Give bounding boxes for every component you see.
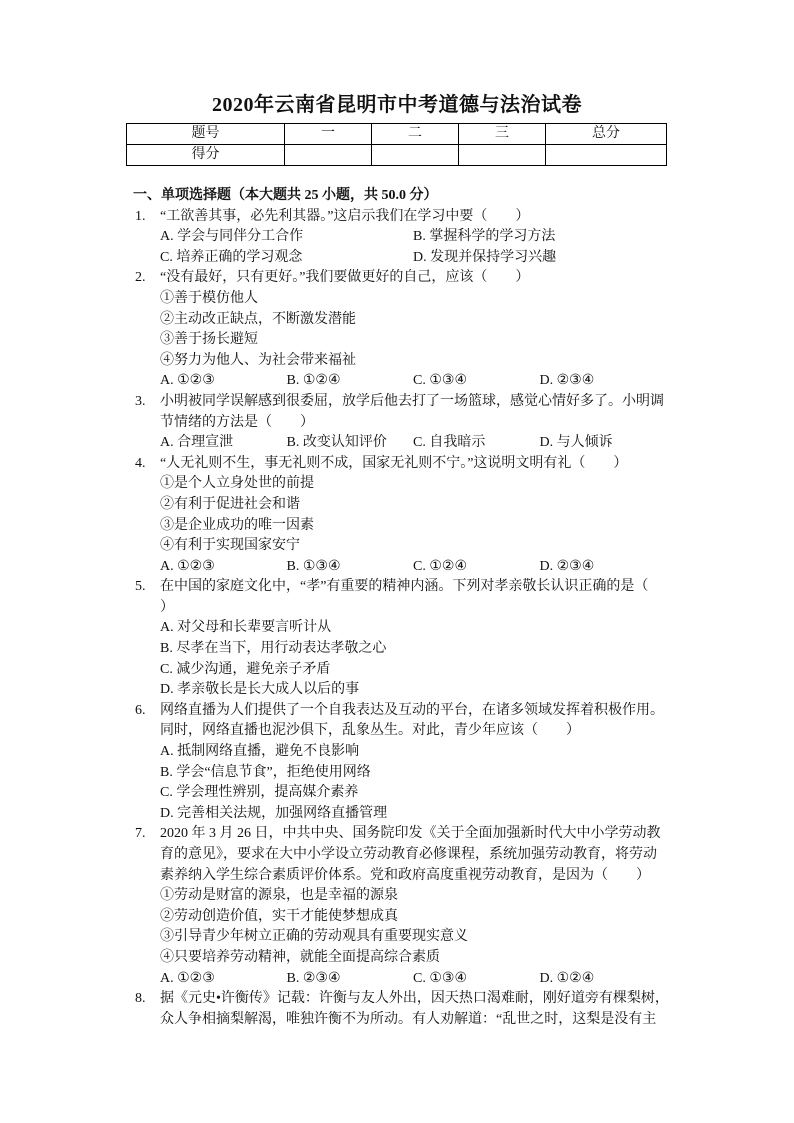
answer-option: C. 培养正确的学习观念 xyxy=(160,249,303,265)
answer-option: D. 孝亲敬长是长大成人以后的事 xyxy=(160,682,360,698)
row-label-score: 得分 xyxy=(127,145,285,166)
question-number: 2. xyxy=(135,270,146,286)
question-stem-text: 在中国的家庭文化中，“孝”有重要的精神内涵。下列对孝亲敬长认识正确的是（ xyxy=(160,579,649,595)
question-stem-line xyxy=(133,413,673,434)
question-number: 4. xyxy=(135,455,146,471)
question-item xyxy=(133,207,673,269)
answer-option: A. 对父母和长辈要言听计从 xyxy=(160,620,332,636)
statement-item: ②主动改正缺点，不断激发潜能 xyxy=(160,311,356,327)
question-stem-text: “没有最好，只有更好。”我们要做更好的自己，应该（ ） xyxy=(160,270,530,286)
question-number: 5. xyxy=(135,579,146,595)
answer-option: D. ②③④ xyxy=(539,373,595,389)
question-stem-line xyxy=(133,824,673,845)
question-item xyxy=(133,454,673,578)
answer-option: A. 抵制网络直播，避免不良影响 xyxy=(160,744,360,760)
answer-option: A. 合理宣泄 xyxy=(160,435,234,451)
question-number: 1. xyxy=(135,208,146,224)
statement-item: ③引导青少年树立正确的劳动观具有重要现实意义 xyxy=(160,929,468,945)
question-item xyxy=(133,989,673,1030)
answer-options-row xyxy=(133,227,673,248)
answer-option: D. ②③④ xyxy=(539,558,595,574)
score-cell-part-3 xyxy=(459,145,546,166)
answer-option: C. ①②④ xyxy=(413,558,467,574)
question-item xyxy=(133,268,673,392)
question-stem-line xyxy=(133,598,673,619)
question-stem-text: “工欲善其事，必先利其器。”这启示我们在学习中要（ ） xyxy=(160,208,530,224)
answer-option: B. ①②④ xyxy=(286,373,341,389)
answer-option: D. ①②④ xyxy=(539,970,595,986)
answer-options-row xyxy=(133,433,673,454)
question-stem-line xyxy=(133,268,673,289)
answer-options-row xyxy=(133,248,673,269)
answer-option: D. 发现并保持学习兴趣 xyxy=(413,249,557,265)
answer-option: B. ①③④ xyxy=(286,558,341,574)
statement-item: ④只要培养劳动精神，就能全面提高综合素质 xyxy=(160,949,440,965)
question-stem-line xyxy=(133,392,673,413)
answer-option: C. ①③④ xyxy=(413,373,467,389)
answer-options-row xyxy=(133,371,673,392)
score-cell-part-1 xyxy=(285,145,372,166)
answer-option: B. ②③④ xyxy=(286,970,341,986)
question-stem-text: 网络直播为人们提供了一个自我表达及互动的平台，在诸多领域发挥着积极作用。 xyxy=(160,702,664,718)
section-heading: 一、单项选择题（本大题共 25 小题，共 50.0 分） xyxy=(133,188,438,203)
answer-option: B. 改变认知评价 xyxy=(286,435,387,451)
exam-body xyxy=(133,186,673,1030)
header-cell-part-2: 二 xyxy=(372,124,459,145)
score-table xyxy=(126,123,667,166)
statement-item: ③是企业成功的唯一因素 xyxy=(160,517,314,533)
question-item xyxy=(133,824,673,989)
header-cell-question-number: 题号 xyxy=(127,124,285,145)
score-table-header-row xyxy=(127,124,667,145)
question-number: 7. xyxy=(135,826,146,842)
question-stem-line xyxy=(133,866,673,887)
answer-option: C. 学会理性辨别，提高媒介素养 xyxy=(160,785,359,801)
question-number: 6. xyxy=(135,702,146,718)
question-stem-line xyxy=(133,845,673,866)
question-item xyxy=(133,392,673,454)
answer-option: B. 学会“信息节食”，拒绝使用网络 xyxy=(160,764,371,780)
score-table-score-row xyxy=(127,145,667,166)
score-cell-total xyxy=(546,145,667,166)
question-stem-line xyxy=(133,207,673,228)
answer-option: B. 掌握科学的学习方法 xyxy=(413,229,556,245)
answer-option: A. ①②③ xyxy=(160,970,215,986)
header-cell-part-1: 一 xyxy=(285,124,372,145)
header-cell-total: 总分 xyxy=(546,124,667,145)
question-stem-text: ） xyxy=(160,599,174,615)
question-stem-text: 素养纳入学生综合素质评价体系。党和政府高度重视劳动教育，是因为（ ） xyxy=(160,867,650,883)
question-stem-text: “人无礼则不生，事无礼则不成，国家无礼则不宁。”这说明文明有礼（ ） xyxy=(160,455,628,471)
answer-option: C. 自我暗示 xyxy=(413,435,486,451)
statement-item: ④努力为他人、为社会带来福祉 xyxy=(160,352,356,368)
answer-option: A. 学会与同伴分工合作 xyxy=(160,229,304,245)
question-number: 3. xyxy=(135,393,146,409)
answer-options-row xyxy=(133,969,673,990)
answer-option: D. 与人倾诉 xyxy=(539,435,613,451)
header-cell-part-3: 三 xyxy=(459,124,546,145)
statement-item: ④有利于实现国家安宁 xyxy=(160,538,300,554)
score-cell-part-2 xyxy=(372,145,459,166)
question-stem-line xyxy=(133,989,673,1010)
question-stem-line xyxy=(133,577,673,598)
question-list xyxy=(133,207,673,1031)
question-stem-text: 小明被同学误解感到很委屈，放学后他去打了一场篮球，感觉心情好多了。小明调 xyxy=(160,393,664,409)
question-stem-line xyxy=(133,721,673,742)
answer-option: B. 尽孝在当下，用行动表达孝敬之心 xyxy=(160,641,387,657)
question-item xyxy=(133,577,673,701)
question-stem-text: 众人争相摘梨解渴，唯独许衡不为所动。有人劝解道：“乱世之时，这梨是没有主 xyxy=(160,1011,657,1027)
question-stem-text: 据《元史•许衡传》记载：许衡与友人外出，因天热口渴难耐，刚好道旁有棵梨树， xyxy=(160,991,669,1007)
statement-item: ②有利于促进社会和谐 xyxy=(160,496,300,512)
question-item xyxy=(133,701,673,825)
statement-item: ③善于扬长避短 xyxy=(160,332,258,348)
statement-item: ①劳动是财富的源泉，也是幸福的源泉 xyxy=(160,888,398,904)
question-stem-line xyxy=(133,454,673,475)
question-stem-text: 节情绪的方法是（ ） xyxy=(160,414,314,430)
statement-item: ①是个人立身处世的前提 xyxy=(160,476,314,492)
answer-option: A. ①②③ xyxy=(160,558,215,574)
answer-option: C. ①③④ xyxy=(413,970,467,986)
question-stem-text: 2020 年 3 月 26 日，中共中央、国务院印发《关于全面加强新时代大中小学劳动教 xyxy=(160,826,661,842)
answer-option: D. 完善相关法规，加强网络直播管理 xyxy=(160,805,388,821)
answer-option: C. 减少沟通，避免亲子矛盾 xyxy=(160,661,331,677)
question-stem-line xyxy=(133,1010,673,1031)
question-stem-line xyxy=(133,701,673,722)
statement-item: ①善于模仿他人 xyxy=(160,290,258,306)
question-stem-text: 育的意见》，要求在大中小学设立劳动教育必修课程，系统加强劳动教育，将劳动 xyxy=(160,847,657,862)
answer-option: A. ①②③ xyxy=(160,373,215,389)
question-number: 8. xyxy=(135,991,146,1007)
statement-item: ②劳动创造价值，实干才能使梦想成真 xyxy=(160,908,398,924)
exam-title: 2020年云南省昆明市中考道德与法治试卷 xyxy=(212,94,582,116)
question-stem-text: 同时，网络直播也泥沙俱下，乱象丛生。对此，青少年应该（ ） xyxy=(160,723,580,739)
answer-options-row xyxy=(133,557,673,578)
